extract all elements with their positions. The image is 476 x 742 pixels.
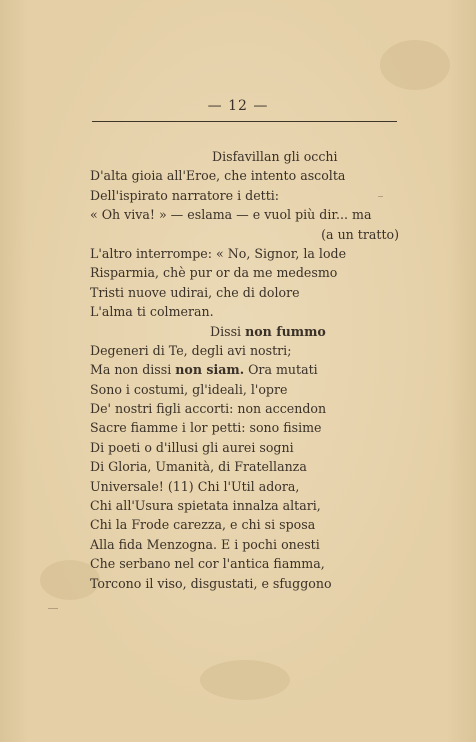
bold-text: non siam.: [175, 362, 245, 378]
verse-text: Alla fida Menzogna. E i pochi onesti: [90, 536, 320, 552]
verse-line: [90, 147, 402, 166]
poem-text: [90, 147, 402, 593]
verse-line: [90, 535, 402, 554]
verse-line: [90, 322, 402, 341]
verse-text: L'altro interrompe: « No, Signor, la lode: [90, 245, 347, 261]
verse-line: [90, 205, 402, 224]
verse-text: Degeneri di Te, degli avi nostri;: [90, 342, 292, 358]
verse-text: Chi la Frode carezza, e chi si sposa: [90, 517, 316, 533]
verse-line: [90, 554, 402, 573]
verse-line: [90, 186, 402, 205]
verse-text: Che serbano nel cor l'antica fiamma,: [90, 556, 325, 572]
verse-line: [90, 515, 402, 534]
verse-line: [90, 263, 402, 282]
verse-line: [90, 399, 402, 418]
verse-text: Ma non dissi: [90, 362, 176, 378]
verse-text: Tristi nuove udirai, che di dolore: [90, 284, 300, 300]
verse-text: Dell'ispirato narratore i detti:: [90, 187, 280, 203]
verse-line: [90, 418, 402, 437]
verse-text: L'alma ti colmeran.: [90, 304, 214, 320]
verse-line: [90, 225, 402, 244]
verse-text: De' nostri figli accorti: non accendon: [90, 401, 327, 417]
verse-line: [90, 302, 402, 321]
verse-line: [90, 380, 402, 399]
verse-text: (a un tratto): [321, 226, 399, 242]
verse-line: [90, 438, 402, 457]
verse-line: [90, 496, 402, 515]
verse-text: Di Gloria, Umanità, di Fratellanza: [90, 459, 307, 475]
verse-text: « Oh viva! » — eslama — e vuol più dir... ma: [90, 207, 372, 223]
margin-mark: [48, 608, 58, 609]
verse-text: Universale! (11) Chi l'Util adora,: [90, 478, 300, 494]
verse-text: Sacre fiamme i lor petti: sono fisime: [90, 420, 322, 436]
verse-text: D'alta gioia all'Eroe, che intento ascolta: [90, 168, 346, 184]
bold-text: non fummo: [245, 323, 326, 339]
verse-text: Dissi: [210, 323, 246, 339]
verse-line: [90, 457, 402, 476]
verse-line: [90, 166, 402, 185]
verse-text: Chi all'Usura spietata innalza altari,: [90, 498, 321, 514]
margin-mark: [378, 196, 383, 197]
verse-line: [90, 477, 402, 496]
verse-line: [90, 244, 402, 263]
paper-stain: [380, 40, 450, 90]
verse-line: [90, 360, 402, 379]
verse-text: Di poeti o d'illusi gli aurei sogni: [90, 439, 294, 455]
verse-text: Sono i costumi, gl'ideali, l'opre: [90, 381, 288, 397]
verse-text: Risparmia, chè pur or da me medesmo: [90, 265, 338, 281]
paper-stain: [200, 660, 290, 700]
verse-line: [90, 341, 402, 360]
verse-line: [90, 574, 402, 593]
verse-text: Torcono il viso, disgustati, e sfuggono: [90, 575, 332, 591]
verse-text: Disfavillan gli occhi: [212, 149, 338, 164]
verse-text: Ora mutati: [244, 362, 318, 378]
verse-line: [90, 283, 402, 302]
header-rule: [92, 121, 397, 122]
page-number: — 12 —: [207, 98, 269, 114]
